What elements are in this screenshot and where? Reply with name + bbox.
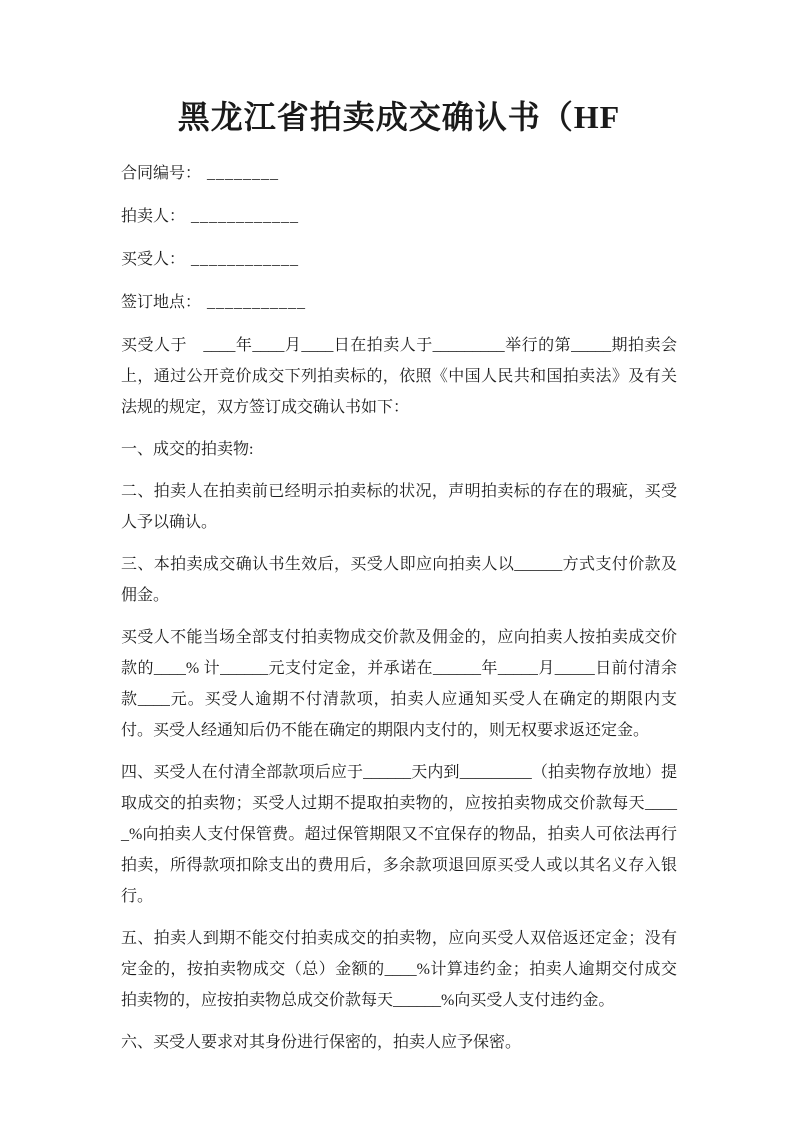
- paragraph: 买受人于 ____年____月____日在拍卖人于_________举行的第_____期拍卖会上，通过公开竞价成交下列拍卖标的，依照《中国人民共和国拍卖法》及有关法规的规定，双方签订成交确认书如下：: [121, 337, 677, 416]
- field-label: 拍卖人：: [121, 208, 186, 225]
- field-blank-line: ____________: [191, 251, 300, 268]
- paragraph: 一、成交的拍卖物:: [121, 441, 254, 458]
- header-fields: [121, 158, 677, 318]
- paragraph: 六、买受人要求对其身份进行保密的，拍卖人应予保密。: [121, 1034, 522, 1051]
- paragraph: 五、拍卖人到期不能交付拍卖成交的拍卖物，应向买受人双倍返还定金；没有定金的，按拍卖物成交（总）金额的____%计算违约金；拍卖人逾期交付成交拍卖物的，应按拍卖物总成交价款每天______%向买受人支付违约金。: [121, 930, 677, 1009]
- field-blank-line: ___________: [207, 294, 307, 311]
- field-label: 合同编号：: [121, 165, 202, 182]
- field-label: 买受人：: [121, 251, 186, 268]
- paragraph: 买受人不能当场全部支付拍卖物成交价款及佣金的，应向拍卖人按拍卖成交价款的____% 计______元支付定金，并承诺在______年_____月_____日前付清余款____元。买受人逾期不付清款项，拍卖人应通知买受人在确定的期限内支付。买受人经通知后仍不能在确定的期限内支付的，则无权要求返还定金。: [121, 629, 677, 739]
- field-row: [121, 287, 677, 318]
- document-content: [121, 96, 677, 1058]
- field-blank-line: ________: [207, 165, 280, 182]
- paragraph: 三、本拍卖成交确认书生效后，买受人即应向拍卖人以______方式支付价款及佣金。: [121, 556, 677, 604]
- document-body: [121, 330, 677, 1058]
- paragraph: 四、买受人在付清全部款项后应于______天内到_________（拍卖物存放地）提取成交的拍卖物；买受人过期不提取拍卖物的，应按拍卖物成交价款每天_____%向拍卖人支付保管费。超过保管期限又不宜保存的物品，拍卖人可依法再行拍卖，所得款项扣除支出的费用后，多余款项退回原买受人或以其名义存入银行。: [121, 764, 677, 905]
- field-row: [121, 244, 677, 275]
- paragraph: 二、拍卖人在拍卖前已经明示拍卖标的状况，声明拍卖标的存在的瑕疵，买受人予以确认。: [121, 483, 677, 531]
- field-blank-line: ____________: [191, 208, 300, 225]
- field-label: 签订地点：: [121, 294, 202, 311]
- field-row: [121, 158, 677, 189]
- field-row: [121, 201, 677, 232]
- document-title: 黑龙江省拍卖成交确认书（HF: [177, 99, 621, 135]
